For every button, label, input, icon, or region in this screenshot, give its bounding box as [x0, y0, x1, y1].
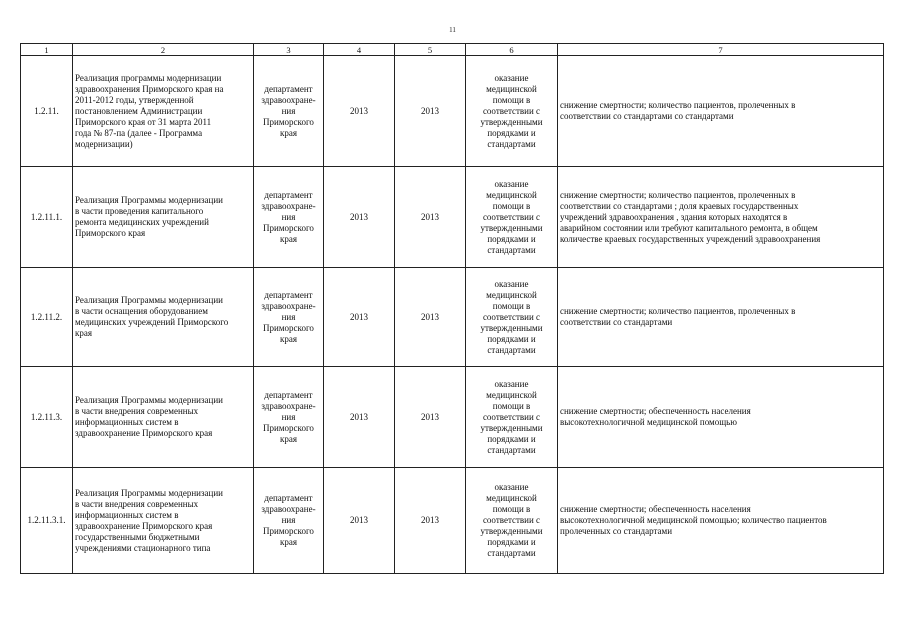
expected-result: оказание медицинской помощи в соответствии с утвержденными порядками и стандартами — [466, 468, 558, 574]
end-year: 2013 — [395, 468, 466, 574]
executor: департамент здравоохране- ния Приморского края — [254, 468, 324, 574]
expected-result: оказание медицинской помощи в соответствии с утвержденными порядками и стандартами — [466, 167, 558, 268]
end-year: 2013 — [395, 167, 466, 268]
table-row — [21, 468, 884, 574]
measure-name: Реализация Программы модернизации в части оснащения оборудованием медицинских учреждений Приморского края — [73, 268, 254, 367]
start-year: 2013 — [324, 56, 395, 167]
start-year: 2013 — [324, 367, 395, 468]
start-year: 2013 — [324, 468, 395, 574]
table-row — [21, 167, 884, 268]
expected-result: оказание медицинской помощи в соответствии с утвержденными порядками и стандартами — [466, 56, 558, 167]
end-year: 2013 — [395, 268, 466, 367]
indicators: снижение смертности; обеспеченность населения высокотехнологичной медицинской помощью; количество пациентов пролеченных со стандартами — [558, 468, 884, 574]
end-year: 2013 — [395, 56, 466, 167]
executor: департамент здравоохране- ния Приморского края — [254, 167, 324, 268]
indicators: снижение смертности; количество пациентов, пролеченных в соответствии со стандартами ; доля краевых государственных учреждений здравоохранения , здания которых находятся в аварийном состоянии или требуют капитального ремонта, в общем количестве краевых государственных учреждений здравоохранения — [558, 167, 884, 268]
page-number: 11 — [449, 26, 456, 34]
measure-name: Реализация Программы модернизации в части внедрения современных информационных систем в здравоохранение Приморского края — [73, 367, 254, 468]
column-header-6: 6 — [466, 44, 558, 56]
row-code: 1.2.11. — [21, 56, 73, 167]
column-header-5: 5 — [395, 44, 466, 56]
column-header-3: 3 — [254, 44, 324, 56]
indicators: снижение смертности; количество пациентов, пролеченных в соответствии со стандартами — [558, 268, 884, 367]
measures-table — [20, 43, 884, 574]
end-year: 2013 — [395, 367, 466, 468]
header-row — [21, 44, 884, 56]
table-row — [21, 268, 884, 367]
column-header-1: 1 — [21, 44, 73, 56]
column-header-7: 7 — [558, 44, 884, 56]
measure-name: Реализация программы модернизации здравоохранения Приморского края на 2011-2012 годы, утвержденной постановлением Администрации Приморского края от 31 марта 2011 года № 87-па (далее - Программа модернизации) — [73, 56, 254, 167]
expected-result: оказание медицинской помощи в соответствии с утвержденными порядками и стандартами — [466, 367, 558, 468]
row-code: 1.2.11.3.1. — [21, 468, 73, 574]
executor: департамент здравоохране- ния Приморского края — [254, 56, 324, 167]
executor: департамент здравоохране- ния Приморского края — [254, 367, 324, 468]
row-code: 1.2.11.1. — [21, 167, 73, 268]
measure-name: Реализация Программы модернизации в части проведения капитального ремонта медицинских учреждений Приморского края — [73, 167, 254, 268]
table-row — [21, 56, 884, 167]
column-header-4: 4 — [324, 44, 395, 56]
indicators: снижение смертности; количество пациентов, пролеченных в соответствии со стандартами со стандартами — [558, 56, 884, 167]
executor: департамент здравоохране- ния Приморского края — [254, 268, 324, 367]
row-code: 1.2.11.2. — [21, 268, 73, 367]
column-header-2: 2 — [73, 44, 254, 56]
indicators: снижение смертности; обеспеченность населения высокотехнологичной медицинской помощью — [558, 367, 884, 468]
start-year: 2013 — [324, 268, 395, 367]
table-row — [21, 367, 884, 468]
start-year: 2013 — [324, 167, 395, 268]
expected-result: оказание медицинской помощи в соответствии с утвержденными порядками и стандартами — [466, 268, 558, 367]
measure-name: Реализация Программы модернизации в части внедрения современных информационных систем в здравоохранение Приморского края государственными бюджетными учреждениями стационарного типа — [73, 468, 254, 574]
row-code: 1.2.11.3. — [21, 367, 73, 468]
